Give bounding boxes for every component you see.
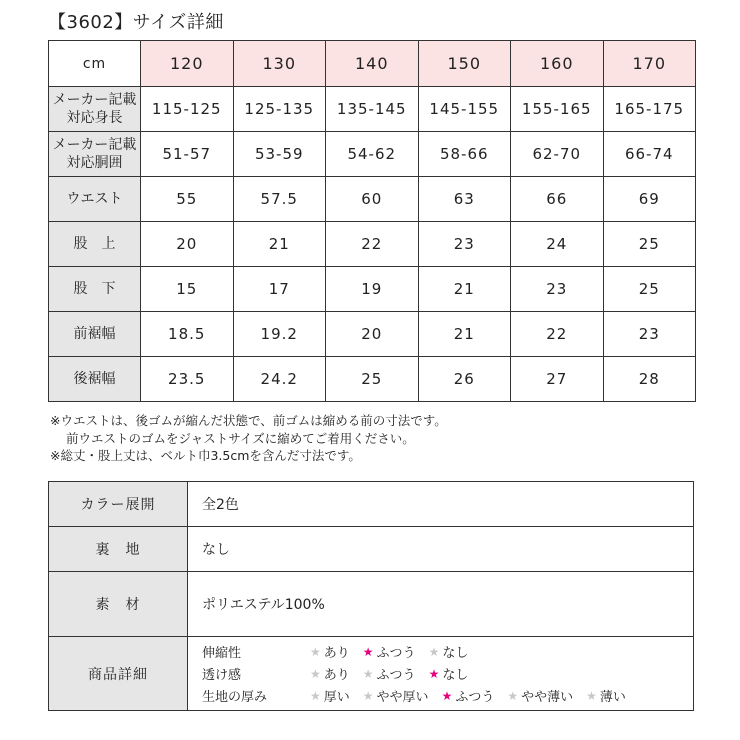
size-header: 140 [326,41,419,87]
size-cell: 57.5 [233,177,326,222]
star-filled-icon: ★ [428,666,440,681]
size-cell: 21 [418,267,511,312]
feature-option [429,664,469,683]
size-cell: 15 [141,267,234,312]
size-cell: 135-145 [326,87,419,132]
row-label [49,87,141,132]
row-label-line: 股 下 [73,281,116,297]
size-cell: 25 [603,222,696,267]
feature-option-label: 薄い [599,690,626,705]
size-cell: 25 [603,267,696,312]
feature-option [363,642,416,661]
feature-option-label: なし [442,646,469,661]
size-cell: 63 [418,177,511,222]
size-cell: 66-74 [603,132,696,177]
size-cell: 24 [511,222,604,267]
size-cell: 20 [141,222,234,267]
size-cell: 58-66 [418,132,511,177]
size-cell: 28 [603,357,696,402]
feature-option [442,686,495,705]
size-cell: 19.2 [233,312,326,357]
size-cell: 23 [603,312,696,357]
star-empty-icon: ★ [428,644,440,659]
feature-option [310,664,350,683]
feature-option [429,642,469,661]
feature-option-label: なし [442,668,469,683]
size-cell: 155-165 [511,87,604,132]
size-row [49,267,696,312]
star-filled-icon: ★ [362,644,374,659]
note-line: 前ウエストのゴムをジャストサイズに縮めてご着用ください。 [66,430,415,446]
row-label [49,312,141,357]
row-label [49,132,141,177]
row-label-line: ウエスト [66,191,123,207]
feature-option-label: ふつう [376,668,416,683]
size-cell: 60 [326,177,419,222]
feature-row [202,641,693,663]
size-header: 130 [233,41,326,87]
feature-name: 生地の厚み [202,690,268,705]
size-cell: 62-70 [511,132,604,177]
size-cell: 26 [418,357,511,402]
size-cell: 69 [603,177,696,222]
star-empty-icon: ★ [310,666,321,681]
size-cell: 23.5 [141,357,234,402]
color-value: 全2色 [188,482,694,527]
star-empty-icon: ★ [362,666,374,681]
feature-option-label: ふつう [376,646,416,661]
note-line: ※ウエストは、後ゴムが縮んだ状態で、前ゴムは縮める前の寸法です。 [50,413,447,428]
size-row [49,132,696,177]
size-cell: 66 [511,177,604,222]
feature-option [507,686,573,705]
feature-option [363,686,429,705]
feature-name: 透け感 [202,668,242,683]
row-label [49,357,141,402]
size-cell: 54-62 [326,132,419,177]
row-label-line: 対応身長 [66,110,123,126]
size-cell: 125-135 [233,87,326,132]
note-line: ※総丈・股上丈は、ベルト巾3.5cmを含んだ寸法です。 [50,448,361,463]
row-label-line: 対応胴囲 [66,155,123,171]
size-cell: 115-125 [141,87,234,132]
size-notes [50,412,447,465]
size-cell: 17 [233,267,326,312]
feature-option-label: あり [323,668,350,683]
size-row [49,177,696,222]
row-label [49,267,141,312]
row-label-line: メーカー記載 [52,137,137,153]
size-cell: 19 [326,267,419,312]
star-empty-icon: ★ [310,644,321,659]
row-label-line: メーカー記載 [52,92,137,108]
unit-header: cm [49,41,141,87]
size-cell: 21 [418,312,511,357]
feature-row [202,663,693,685]
material-label: 素 材 [49,572,188,637]
row-label-line: 股 上 [73,236,116,252]
size-header: 120 [141,41,234,87]
star-empty-icon: ★ [507,688,519,703]
detail-table [48,481,694,711]
size-cell: 55 [141,177,234,222]
page-title: 【3602】サイズ詳細 [48,12,224,33]
size-cell: 25 [326,357,419,402]
color-label: カラー展開 [49,482,188,527]
material-value: ポリエステル100% [188,572,694,637]
feature-name: 伸縮性 [202,646,242,661]
size-cell: 23 [511,267,604,312]
size-row [49,357,696,402]
feature-option [363,664,416,683]
feature-option-label: ふつう [455,690,495,705]
size-cell: 27 [511,357,604,402]
detail-row-product [49,637,694,711]
size-cell: 51-57 [141,132,234,177]
size-cell: 20 [326,312,419,357]
size-row [49,312,696,357]
feature-option-label: あり [323,646,350,661]
lining-label: 裏 地 [49,527,188,572]
feature-row [202,685,693,707]
size-cell: 23 [418,222,511,267]
detail-row-material [49,572,694,637]
size-cell: 18.5 [141,312,234,357]
size-header: 150 [418,41,511,87]
star-filled-icon: ★ [441,688,453,703]
product-features [188,637,694,711]
size-table [48,40,696,402]
size-cell: 21 [233,222,326,267]
feature-option [586,686,626,705]
product-label: 商品詳細 [49,637,188,711]
feature-option-label: 厚い [323,690,350,705]
lining-value: なし [188,527,694,572]
star-empty-icon: ★ [586,688,597,703]
size-cell: 22 [326,222,419,267]
detail-row-lining [49,527,694,572]
size-cell: 165-175 [603,87,696,132]
feature-option [310,686,350,705]
size-row [49,87,696,132]
star-empty-icon: ★ [310,688,321,703]
detail-row-color [49,482,694,527]
feature-option-label: やや厚い [376,690,429,705]
feature-option-label: やや薄い [521,690,574,705]
size-row [49,222,696,267]
size-cell: 145-155 [418,87,511,132]
size-header: 160 [511,41,604,87]
row-label-line: 後裾幅 [73,371,116,387]
size-cell: 24.2 [233,357,326,402]
row-label [49,222,141,267]
star-empty-icon: ★ [362,688,374,703]
row-label-line: 前裾幅 [73,326,116,342]
size-cell: 53-59 [233,132,326,177]
size-cell: 22 [511,312,604,357]
row-label [49,177,141,222]
feature-option [310,642,350,661]
size-header: 170 [603,41,696,87]
